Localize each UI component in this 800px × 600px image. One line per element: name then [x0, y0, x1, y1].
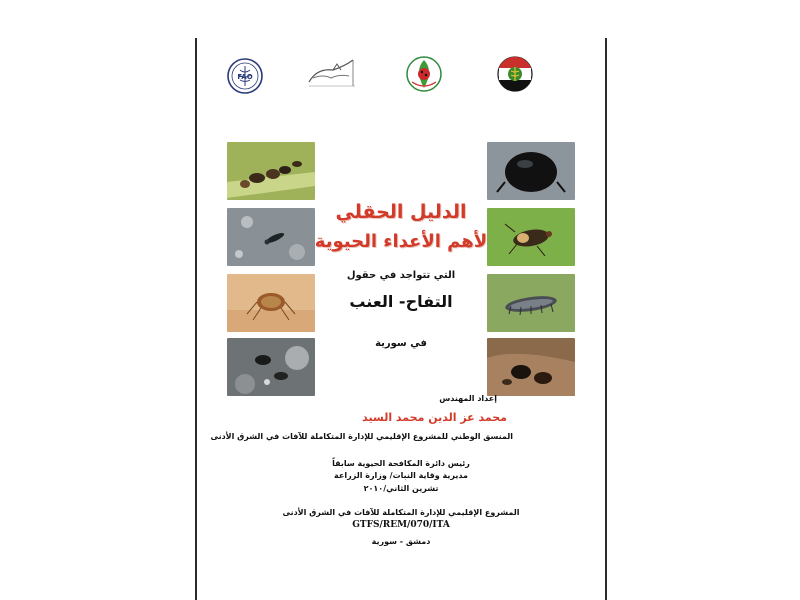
- black-beetle-photo: [487, 142, 575, 200]
- title-line-1: الدليل الحقلي: [335, 201, 467, 223]
- plant-protection-logo: [404, 54, 444, 94]
- publication-date: تشرين الثاني/٢٠١٠: [363, 484, 439, 493]
- title-line-2: لأهم الأعداء الحيوية: [314, 231, 488, 252]
- city-label: دمشق - سورية: [371, 537, 431, 546]
- author-role: المنسق الوطني للمشروع الإقليمي للإدارة المتكاملة للآفات في الشرق الأدنى: [210, 432, 513, 441]
- italian-cooperation-logo: [303, 56, 361, 94]
- prepared-by-label: إعداد المهندس: [439, 394, 497, 403]
- fao-logo: [225, 56, 265, 96]
- directorate: مديرية وقاية النبات/ وزارة الزراعة: [334, 471, 468, 480]
- country-label: في سورية: [375, 338, 427, 349]
- aphids-on-stem-photo: [227, 142, 315, 200]
- subtitle: التي تتواجد في حقول: [346, 270, 456, 281]
- project-name: المشروع الإقليمي للإدارة المتكاملة للآفات في الشرق الأدنى: [282, 508, 520, 517]
- former-position: رئيس دائرة المكافحة الحيوية سابقاً: [332, 459, 470, 468]
- project-code: GTFS/REM/070/ITA: [352, 520, 450, 530]
- document-page: [195, 38, 607, 600]
- crops-title: التفاح- العنب: [349, 292, 453, 311]
- fao-logo-text: FAO: [237, 73, 253, 81]
- author-name: محمد عز الدين محمد السيد: [362, 411, 507, 424]
- syria-agriculture-ministry-logo: [495, 54, 535, 94]
